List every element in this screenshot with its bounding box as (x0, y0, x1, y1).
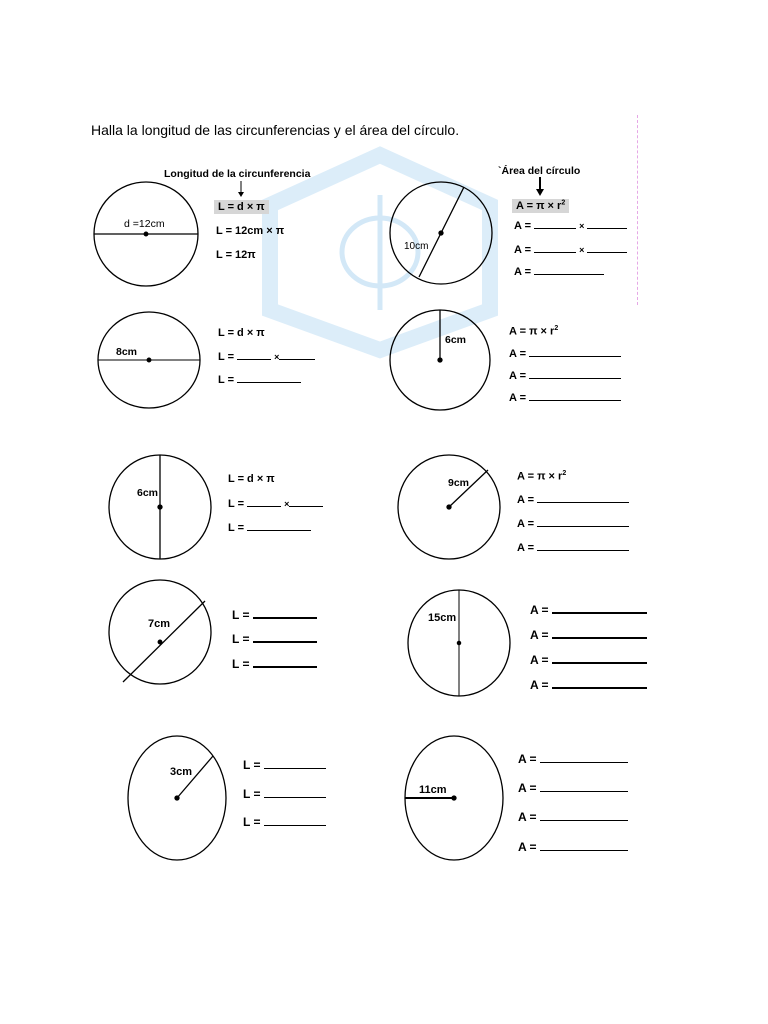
answer-blank[interactable] (264, 815, 326, 826)
header-longitud: Longitud de la circunferencia (164, 168, 311, 180)
answer-row: L = (243, 815, 326, 829)
answer-row: L = (243, 787, 326, 801)
circle-8 (408, 590, 510, 696)
answer-blank[interactable] (534, 264, 604, 275)
label-3cm: 3cm (170, 766, 193, 778)
label-8cm: 8cm (116, 346, 138, 358)
answer-row: A = × (514, 242, 627, 257)
answer-row: A = (509, 368, 621, 383)
worksheet-title: Halla la longitud de las circunferencias y el área del círculo. (91, 122, 460, 138)
formula-row: L = 12cm × π (216, 225, 285, 237)
header-area: `Área del círculo (498, 165, 581, 177)
answer-blank[interactable] (237, 372, 301, 383)
answer-row: A = (518, 840, 628, 854)
answer-row: A = (530, 602, 647, 617)
answer-row: A = (517, 492, 629, 507)
answer-row: A = (530, 677, 647, 692)
answer-blank[interactable] (253, 607, 317, 619)
circle-3 (98, 312, 200, 408)
circle-6 (398, 455, 500, 559)
formula-row: L = d × π (228, 473, 275, 485)
label-diameter-12cm: d =12cm (124, 218, 165, 230)
circle-5 (109, 455, 211, 559)
answer-blank[interactable] (253, 631, 317, 643)
circle-7 (109, 580, 211, 684)
answer-row: L = (232, 607, 317, 622)
formula-row: L = d × π (214, 200, 269, 214)
answer-blank[interactable] (237, 349, 271, 360)
answer-blank[interactable] (264, 758, 326, 769)
circle-10 (405, 736, 503, 860)
label-6cm-radius: 6cm (445, 334, 467, 346)
answer-blank[interactable] (552, 602, 647, 614)
answer-blank[interactable] (552, 627, 647, 639)
answer-blank[interactable] (534, 242, 576, 253)
answer-blank[interactable] (264, 787, 326, 798)
label-10cm: 10cm (404, 241, 429, 252)
label-9cm: 9cm (448, 477, 470, 489)
answer-blank[interactable] (289, 496, 323, 507)
answer-blank[interactable] (587, 242, 627, 253)
answer-blank[interactable] (247, 520, 311, 531)
answer-row: A = × (514, 218, 627, 233)
answer-blank[interactable] (540, 752, 628, 763)
label-7cm: 7cm (148, 618, 171, 630)
answer-blank[interactable] (537, 540, 629, 551)
answer-row: A = (518, 781, 628, 795)
formula-row: $A = \pi \times r^2$ (512, 196, 569, 213)
answer-row: A = (518, 810, 628, 824)
answer-row: A = (517, 516, 629, 531)
label-11cm: 11cm (419, 784, 447, 796)
answer-row: L = × (218, 349, 315, 364)
answer-row: L = (243, 758, 326, 772)
answer-blank[interactable] (537, 492, 629, 503)
answer-row: A = (509, 346, 621, 361)
answer-row: A = (518, 752, 628, 766)
answer-blank[interactable] (534, 218, 576, 229)
answer-blank[interactable] (552, 677, 647, 689)
label-15cm: 15cm (428, 612, 457, 624)
answer-blank[interactable] (537, 516, 629, 527)
answer-row: L = × (228, 496, 323, 511)
answer-row: A = (514, 264, 604, 279)
answer-row: A = (530, 652, 647, 667)
answer-row: L = (228, 520, 311, 535)
answer-row: A = (530, 627, 647, 642)
formula-row: L = d × π (218, 327, 265, 339)
answer-row: L = (232, 631, 317, 646)
answer-blank[interactable] (552, 652, 647, 664)
formula-row: $A = \pi \times r^2$ (509, 325, 559, 338)
circle-2 (390, 182, 492, 284)
answer-blank[interactable] (529, 346, 621, 357)
label-6cm-diameter: 6cm (137, 487, 159, 499)
answer-blank[interactable] (529, 368, 621, 379)
answer-blank[interactable] (540, 840, 628, 851)
circle-9 (128, 736, 226, 860)
circle-1 (94, 182, 198, 286)
answer-row: L = (218, 372, 301, 387)
circle-4 (390, 310, 490, 410)
answer-blank[interactable] (540, 810, 628, 821)
answer-blank[interactable] (587, 218, 627, 229)
answer-row: L = (232, 656, 317, 671)
answer-row: A = (509, 390, 621, 405)
answer-blank[interactable] (279, 349, 315, 360)
formula-row: $A = \pi \times r^2$ (517, 470, 567, 483)
answer-blank[interactable] (540, 781, 628, 792)
answer-blank[interactable] (529, 390, 621, 401)
answer-blank[interactable] (253, 656, 317, 668)
answer-blank[interactable] (247, 496, 281, 507)
formula-row: L = 12π (216, 249, 256, 261)
answer-row: A = (517, 540, 629, 555)
